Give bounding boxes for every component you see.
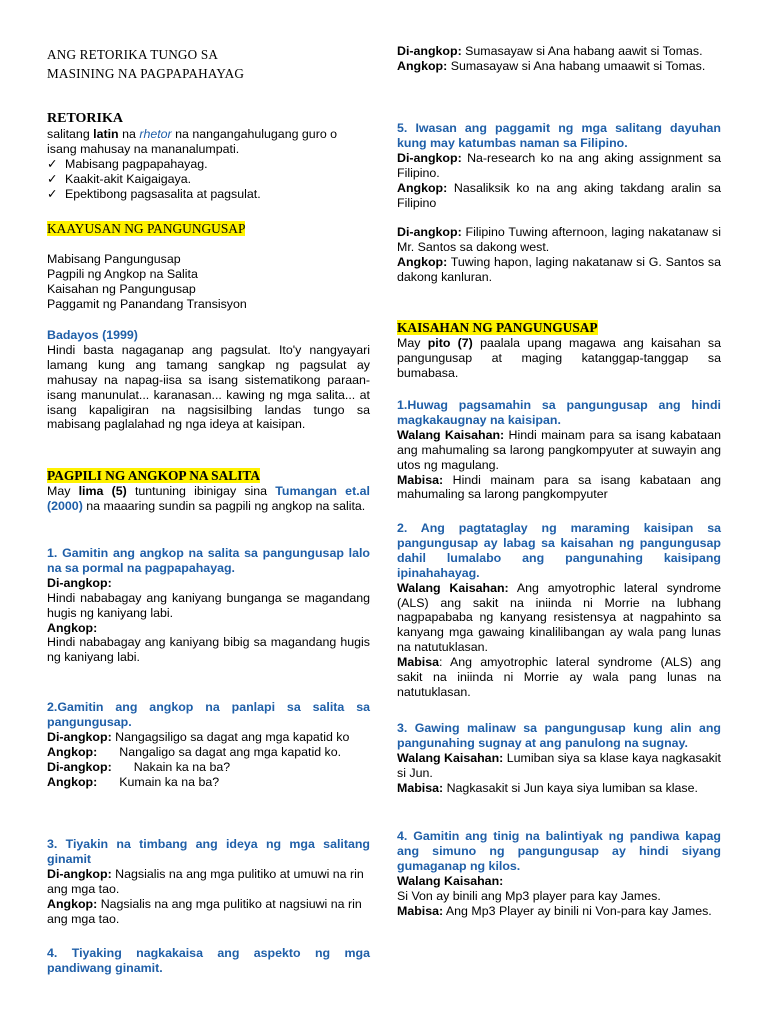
spacer: [397, 210, 721, 225]
rule-5-ang-text: Nasaliksik ko na ang aking takdang aralin sa Filipino: [397, 180, 721, 210]
kaisahan-1-wk: [397, 428, 721, 473]
kaisahan-heading: [397, 319, 721, 336]
rule-5-ang2-text: Tuwing hapon, laging nakatanaw si G. Santos sa dakong kanluran.: [397, 255, 722, 285]
rule-1-ang-text: Hindi nababagay ang kaniyang bibig sa magandang hugis ng kaniyang labi.: [47, 635, 370, 665]
kaayusan-heading-text: KAAYUSAN NG PANGUNGUSAP: [47, 221, 246, 236]
pagpili-intro-author: Tumangan et.al (2000): [47, 484, 370, 513]
checkmark-icon: ✓: [47, 171, 58, 186]
retorika-definition: [47, 127, 370, 157]
kaisahan-3-wk: [397, 751, 721, 781]
kaisahan-1: [397, 398, 721, 502]
rule-2-di: [47, 730, 370, 745]
retorika-heading: RETORIKA: [47, 111, 123, 126]
kaisahan-2-mb-label: Mabisa: [397, 655, 440, 670]
rule-3-heading: 3. Tiyakin na timbang ang ideya ng mga salitang ginamit: [47, 837, 370, 866]
badayos-text: Hindi basta nagaganap ang pagsulat. Ito'y nangyayari lamang kung ang tamang sangkap ng pagsulat ay mahusay na napag-iisa sa isang sistematikong paraan-isang manunulat... karanasan... kawing ng mga salita... at isang kapaligiran na nagsisilbing landas tungo sa mabisang paglalahad ng nga ideya at kaisipan.: [47, 342, 370, 432]
rule-2-heading: 2.Gamitin ang angkop na panlapi sa salita sa pangungusap.: [47, 700, 370, 729]
rule-1: [47, 546, 370, 665]
rule-3-ang-text: Nagsialis na ang mga pulitiko at nagsiuwi na rin ang mga tao.: [47, 896, 362, 926]
kaisahan-4-mb-text: Ang Mp3 Player ay binili ni Von-para kay James.: [445, 903, 712, 918]
kaisahan-4-mb: [397, 904, 721, 919]
retorika-def-latin: latin: [93, 127, 119, 141]
rule-1-di-label: Di-angkop:: [47, 575, 112, 590]
rule-3: [47, 837, 370, 926]
document-title-line2: MASINING NA PAGPAPAHAYAG: [47, 66, 245, 81]
check-list-item: [47, 157, 370, 172]
kaisahan-2-mb: [397, 655, 721, 700]
badayos-section: [47, 328, 370, 432]
kaayusan-item: Mabisang Pangungusap: [47, 252, 181, 266]
rule-2-di2-label: Di-angkop:: [47, 759, 112, 774]
check-list-item: [47, 187, 370, 202]
rule-4-ang-text: Sumasayaw si Ana habang umaawit si Tomas.: [450, 58, 706, 73]
kaisahan-4-heading: 4. Gamitin ang tinig na balintiyak ng pandiwa kapag ang simuno ng pangungusap ay hindi siyang gumaganap ng kilos.: [397, 829, 721, 873]
rule-2-ang-text: Nangaligo sa dagat ang mga kapatid ko.: [119, 744, 342, 759]
kaayusan-heading: [47, 220, 370, 237]
checkmark-icon: ✓: [47, 156, 58, 171]
rule-2-di2-text: Nakain ka na ba?: [133, 759, 231, 774]
kaisahan-3-heading: 3. Gawing malinaw sa pangungusap kung alin ang pangunahing sugnay at ang panulong na sugnay.: [397, 721, 721, 750]
kaisahan-section: [397, 319, 721, 381]
kaisahan-3-mb: [397, 781, 721, 796]
rule-4-examples: [397, 44, 721, 74]
rule-2-ang2-text: Kumain ka na ba?: [119, 774, 220, 789]
badayos-heading: Badayos (1999): [47, 328, 138, 342]
kaisahan-1-mb-text: Hindi mainam para sa isang kabataan ang mahumaling sa larong pangkompyuter: [397, 472, 721, 502]
pagpili-heading-text: PAGPILI NG ANGKOP NA SALITA: [47, 468, 261, 483]
rule-2: [47, 700, 370, 789]
rule-3-di-text: Nagsialis na ang mga pulitiko at umuwi na rin ang mga tao.: [47, 866, 364, 896]
rule-5-ang-label: Angkop:: [397, 180, 448, 195]
kaisahan-1-heading: 1.Huwag pagsamahin sa pangungusap ang hindi magkakaugnay na kaisipan.: [397, 398, 721, 427]
rule-5-ang: [397, 181, 721, 211]
kaayusan-item: Kaisahan ng Pangungusap: [47, 281, 196, 296]
rule-1-ang-label: Angkop:: [47, 620, 98, 635]
rule-4: [47, 946, 370, 976]
rule-2-ang2-label: Angkop:: [47, 774, 98, 789]
pagpili-intro-num: lima (5): [78, 484, 127, 498]
kaisahan-intro-num: pito (7): [427, 336, 473, 350]
rule-5-di2: [397, 225, 721, 255]
retorika-def-mid: na: [118, 127, 140, 141]
check-list-item: [47, 172, 370, 187]
kaisahan-2-wk-label: Walang Kaisahan:: [397, 580, 509, 595]
rule-4-di-text: Sumasayaw si Ana habang aawit si Tomas.: [465, 44, 703, 58]
rule-3-ang-label: Angkop:: [47, 896, 98, 911]
check-item-text: Kaakit-akit Kaigaigaya.: [65, 171, 192, 186]
rule-5-ang2: [397, 255, 721, 285]
kaayusan-item: Pagpili ng Angkop na Salita: [47, 266, 198, 281]
rule-3-di: [47, 867, 370, 897]
rule-5-di-text: Na-research ko na ang aking assignment sa Filipino.: [397, 150, 721, 180]
kaisahan-4-wk-text: Si Von ay binili ang Mp3 player para kay James.: [397, 888, 661, 903]
kaisahan-4-wk-label: Walang Kaisahan:: [397, 873, 504, 888]
rule-3-ang: [47, 897, 370, 927]
rule-5-di2-text: Filipino Tuwing afternoon, laging nakatanaw si Mr. Santos sa dakong west.: [397, 225, 721, 255]
rule-5-heading: 5. Iwasan ang paggamit ng mga salitang dayuhan kung may katumbas naman sa Filipino.: [397, 121, 721, 150]
document-title-line1: ANG RETORIKA TUNGO SA: [47, 47, 219, 62]
retorika-def-post: na nangangahulugang guro o isang mahusay na mananalumpati.: [47, 127, 338, 156]
kaisahan-2-wk: [397, 581, 721, 656]
rule-1-di-text: Hindi nababagay ang kaniyang bunganga se magandang hugis ng kaniyang labi.: [47, 590, 370, 620]
retorika-check-list: [47, 157, 370, 202]
kaisahan-3-mb-text: Nagkasakit si Jun kaya siya lumiban sa klase.: [446, 780, 698, 795]
rule-2-ang-label: Angkop:: [47, 744, 98, 759]
rule-4-ang-label: Angkop:: [397, 58, 448, 73]
kaisahan-4-mb-label: Mabisa:: [397, 903, 444, 918]
pagpili-heading: [47, 467, 370, 484]
spacer: [47, 237, 370, 252]
pagpili-section: [47, 467, 370, 514]
rule-2-di-text: Nangagsiligo sa dagat ang mga kapatid ko: [115, 729, 350, 744]
kaisahan-intro-pre: May: [397, 336, 428, 350]
pagpili-intro-pre: May: [47, 484, 79, 498]
kaisahan-1-wk-label: Walang Kaisahan:: [397, 427, 505, 442]
rule-2-ang2: [47, 775, 370, 790]
kaisahan-3-mb-label: Mabisa:: [397, 780, 444, 795]
kaisahan-1-mb: [397, 473, 721, 503]
retorika-def-rhetor: rhetor: [139, 127, 172, 141]
kaisahan-intro: [397, 336, 721, 381]
rule-5: [397, 121, 721, 285]
rule-2-di2: [47, 760, 370, 775]
pagpili-intro: [47, 484, 370, 514]
rule-5-di: [397, 151, 721, 181]
rule-5-ang2-label: Angkop:: [397, 255, 448, 270]
kaisahan-2: [397, 521, 721, 700]
kaisahan-3-wk-text: Lumiban siya sa klase kaya nagkasakit si Jun.: [397, 750, 722, 780]
checkmark-icon: ✓: [47, 186, 58, 201]
rule-5-di-label: Di-angkop:: [397, 150, 462, 165]
kaisahan-1-wk-text: Hindi mainam para sa isang kabataan ang mahumaling sa larong pangkompyuter at suwayin ang utos ng magulang.: [397, 427, 721, 472]
rule-1-heading: 1. Gamitin ang angkop na salita sa pangungusap lalo na sa pormal na pagpapahayag.: [47, 546, 370, 575]
rule-4-ang: [397, 59, 721, 74]
rule-4-heading: 4. Tiyaking nagkakaisa ang aspekto ng mga pandiwang ginamit.: [47, 946, 370, 975]
rule-4-di-label: Di-angkop:: [397, 44, 462, 58]
kaisahan-heading-text: KAISAHAN NG PANGUNGUSAP: [397, 320, 598, 335]
document-title: [47, 45, 370, 83]
kaayusan-section: [47, 220, 370, 312]
kaisahan-1-mb-label: Mabisa:: [397, 472, 444, 487]
retorika-def-pre: salitang: [47, 127, 94, 141]
rule-4-di: [397, 44, 721, 59]
kaisahan-3: [397, 721, 721, 796]
rule-3-di-label: Di-angkop:: [47, 866, 112, 881]
check-item-text: Mabisang pagpapahayag.: [65, 156, 208, 171]
kaisahan-3-wk-label: Walang Kaisahan:: [397, 750, 504, 765]
kaayusan-item: Paggamit ng Panandang Transisyon: [47, 296, 247, 311]
pagpili-intro-mid: tuntuning ibinigay sina: [126, 484, 276, 498]
kaisahan-2-mb-text: : Ang amyotrophic lateral syndrome (ALS) ang sakit na iniinda ni Morrie ay wala pang lunas na natutuklasan.: [397, 655, 721, 699]
kaisahan-intro-post: paalala upang magawa ang kaisahan sa pangungusap at maging katanggap-tanggap sa bumabasa.: [397, 336, 722, 380]
rule-5-di2-label: Di-angkop:: [397, 225, 462, 240]
rule-2-di-label: Di-angkop:: [47, 729, 112, 744]
pagpili-intro-post: na maaaring sundin sa pagpili ng angkop na salita.: [82, 498, 366, 513]
kaisahan-2-heading: 2. Ang pagtataglay ng maraming kaisipan sa pangungusap ay labag sa kaisahan ng pangungusap dahil lumalabo ang pangunahing kaisipang ipinahahayag.: [397, 521, 721, 580]
check-item-text: Epektibong pagsasalita at pagsulat.: [65, 186, 261, 201]
rule-2-ang: [47, 745, 370, 760]
retorika-section: [47, 110, 370, 202]
kaisahan-4: [397, 829, 721, 918]
kaisahan-2-wk-text: Ang amyotrophic lateral syndrome (ALS) ang sakit na iniinda ni Morrie na lubhang nagpapababa ng kanyang resistensya at nagpahinto sa kanyang mga gawaing kinalilibangan ay wala pang lunas na natutuklasan.: [397, 580, 721, 655]
